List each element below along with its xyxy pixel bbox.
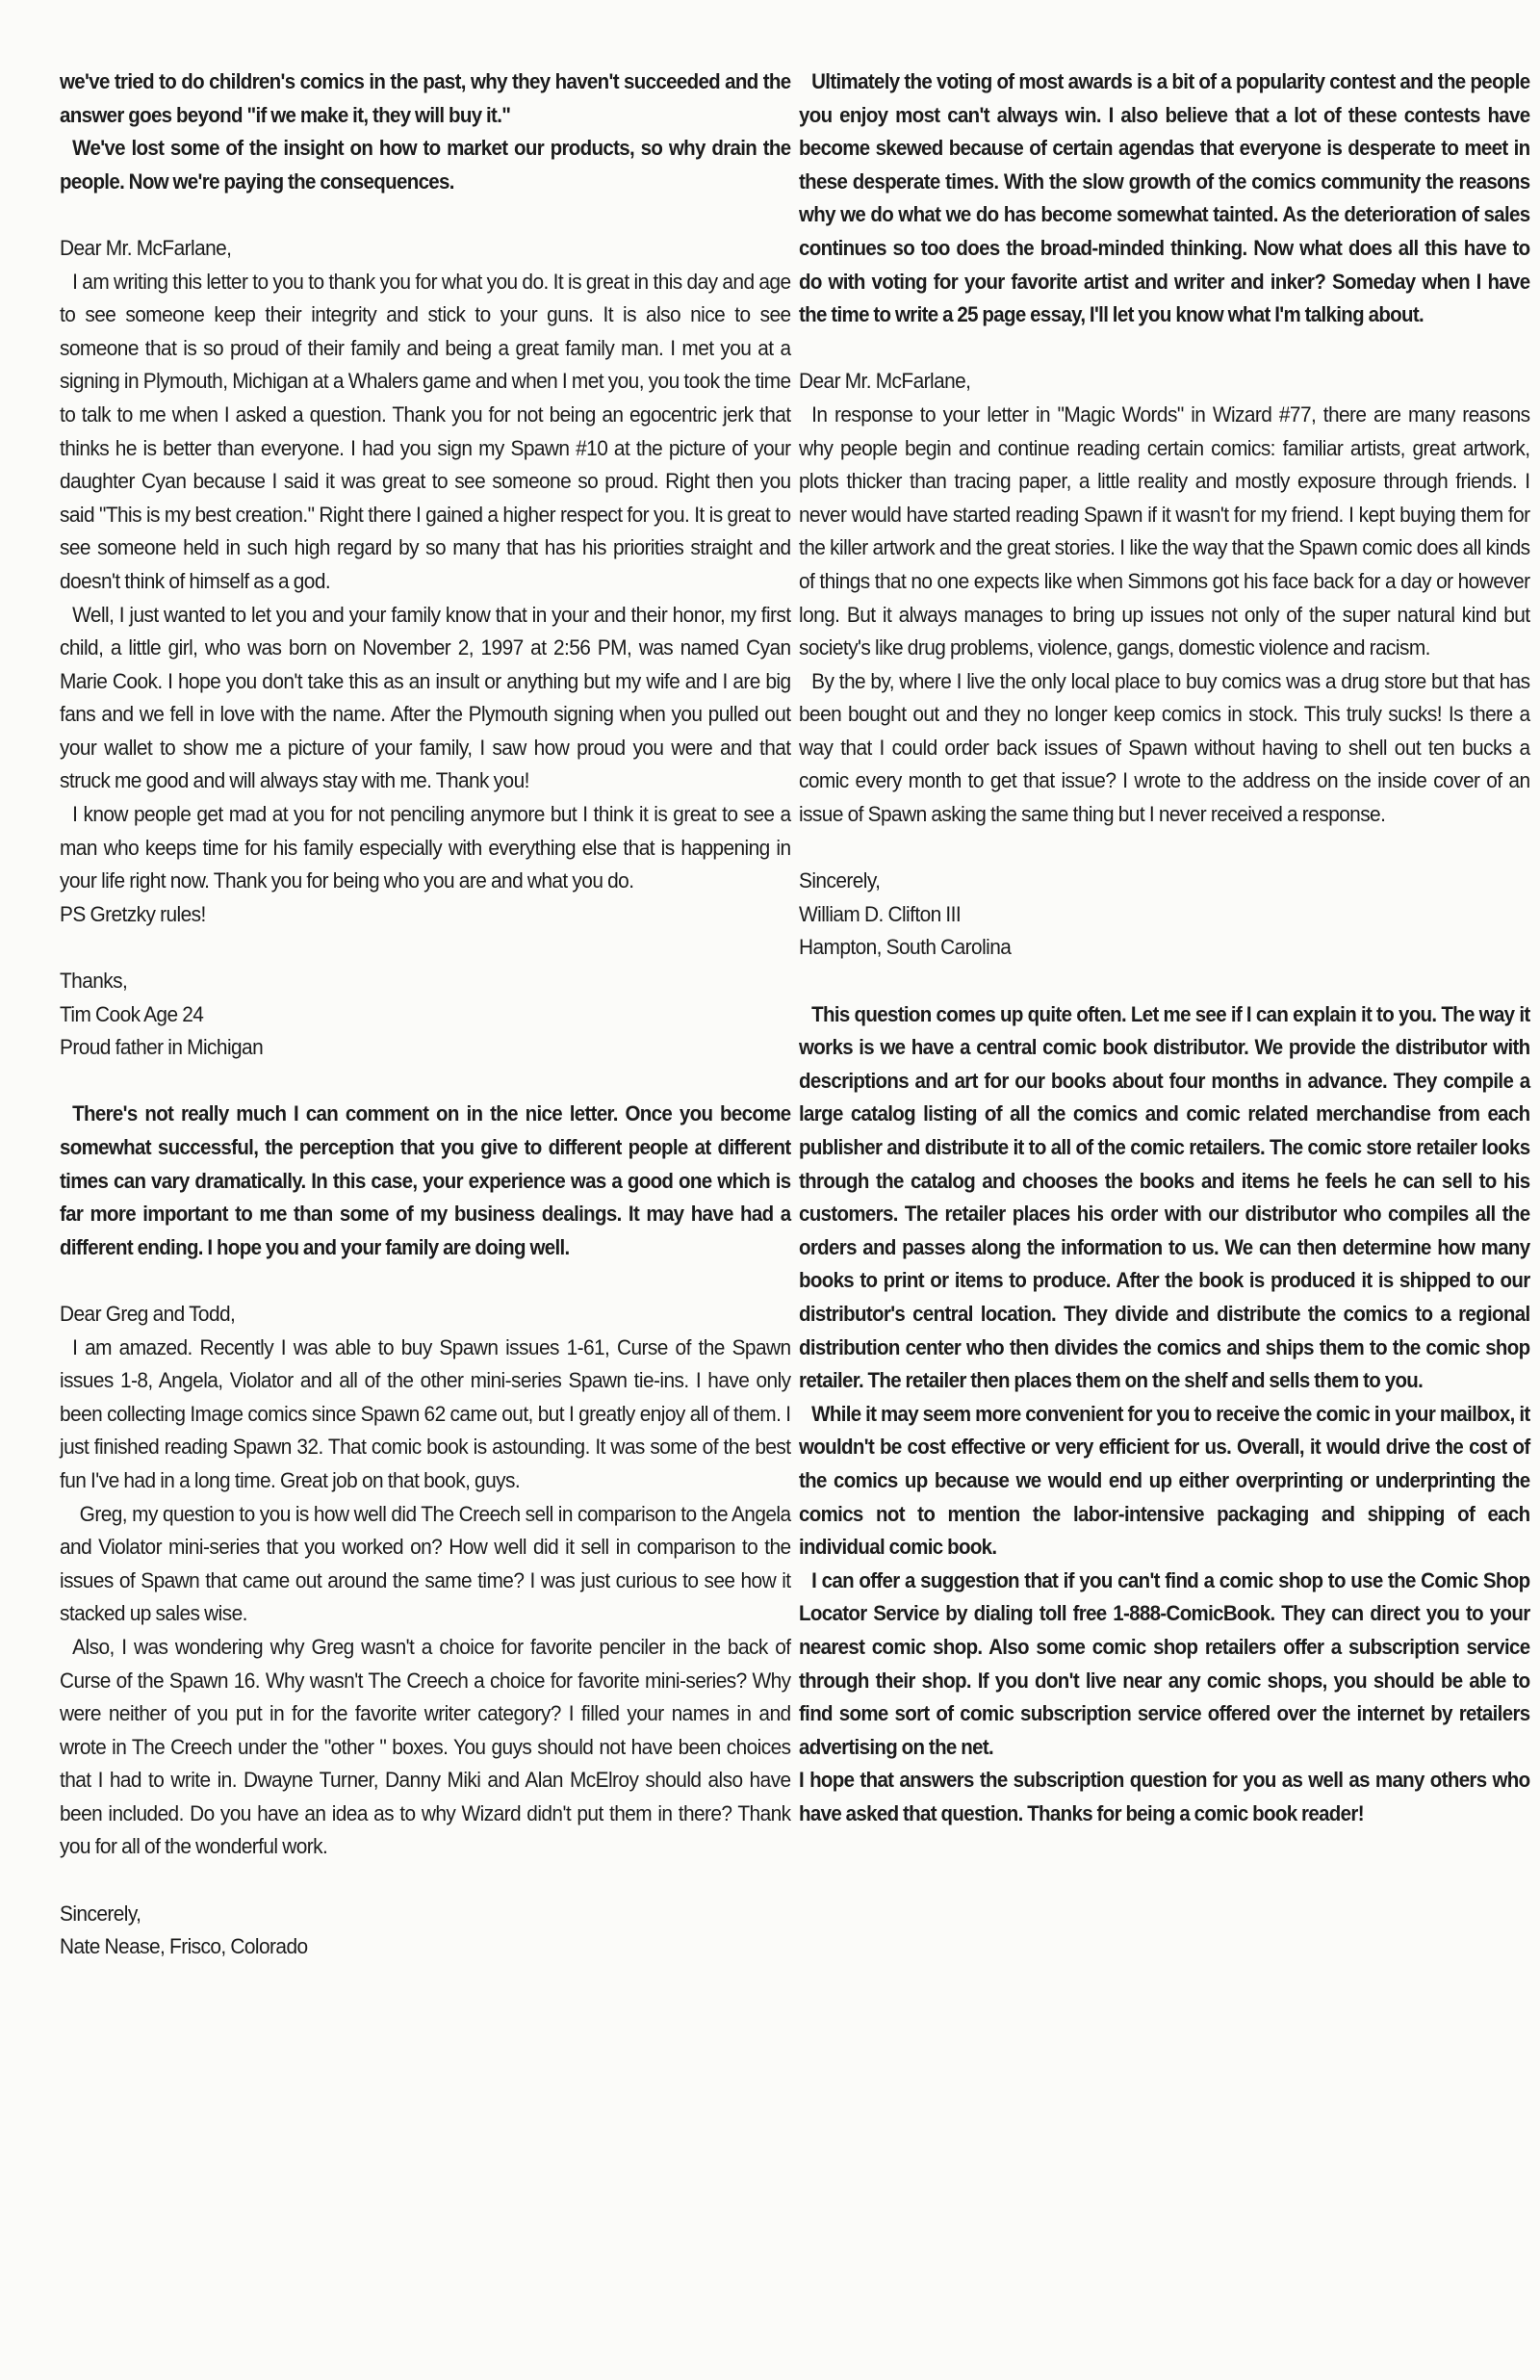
left-column [60, 65, 791, 1964]
spacer [799, 965, 1530, 998]
editor-response: Ultimately the voting of most awards is a bit of a popularity contest and the people you enjoy most can't always win. I also believe that a lot of these contests have become skewed because of certain agendas that everyone is desperate to meet in these desperate times. With the slow growth of the comics community the reasons why we do what we do has become somewhat tainted. As the deterioration of sales continues so too does the broad-minded thinking. Now what does all this have to do with voting for your favorite artist and writer and inker? Someday when I have the time to write a 25 page essay, I'll let you know what I'm talking about. [799, 69, 1530, 327]
letter-signature: Nate Nease, Frisco, Colorado [60, 1934, 308, 1959]
letter-postscript: PS Gretzky rules! [60, 901, 206, 926]
spacer [60, 931, 791, 965]
letter-paragraph: Greg, my question to you is how well did The Creech sell in comparison to the Angela and Violator mini-series that you worked on? How well did it sell in comparison to the issues of Spawn that came out around the same time? I was just curious to see how it stacked up sales wise. [60, 1501, 791, 1626]
letter-location: Hampton, South Carolina [799, 935, 1012, 960]
letter-paragraph: I know people get mad at you for not penciling anymore but I think it is great to see a man who keeps time for his family especially with everything else that is happening in your life right now. Thank you for being who you are and what you do. [60, 802, 791, 893]
right-column [799, 65, 1530, 1830]
intro-response-paragraph: we've tried to do children's comics in the past, why they haven't succeeded and the answer goes beyond "if we make it, they will buy it." [60, 69, 791, 127]
spacer [799, 832, 1530, 866]
letter-paragraph: I am writing this letter to you to thank you for what you do. It is great in this day and age to see someone keep their integrity and stick to your guns. It is also nice to see someone that is so proud of their family and being a great family man. I met you at a signing in Plymouth, Michigan at a Whalers game and when I met you, you took the time to talk to me when I asked a question. Thank you for not being an egocentric jerk that thinks he is better than everyone. I had you sign my Spawn #10 at the picture of your daughter Cyan because I said it was great to see someone so proud. Right then you said "This is my best creation." Right there I gained a higher respect for you. It is great to see someone held in such high regard by so many that has his priorities straight and doesn't think of himself as a god. [60, 269, 791, 593]
intro-response-paragraph: We've lost some of the insight on how to market our products, so why drain the people. Now we're paying the consequences. [60, 136, 791, 194]
letter-signature: William D. Clifton III [799, 901, 962, 926]
spacer [60, 1864, 791, 1898]
letter-paragraph: By the by, where I live the only local place to buy comics was a drug store but that has been bought out and they no longer keep comics in stock. This truly sucks! Is there a way that I could order back issues of Spawn without having to shell out ten bucks a comic every month to get that issue? I wrote to the address on the inside cover of an issue of Spawn asking the same thing but I never received a response. [799, 668, 1530, 827]
letter-closing: Sincerely, [60, 1901, 141, 1926]
spacer [60, 198, 791, 232]
letter-location: Proud father in Michigan [60, 1035, 264, 1060]
editor-response-paragraph: This question comes up quite often. Let me see if I can explain it to you. The way it works is we have a central comic book distributor. We provide the distributor with descriptions and art for our books about four months in advance. They compile a large catalog listing of all the comics and comic related merchandise from each publisher and distribute it to all of the comic retailers. The comic store retailer looks through the catalog and chooses the books and items he feels he can sell to his customers. The retailer places his order with our distributor who compiles all the orders and passes along the information to us. We can then determine how many books to print or items to produce. After the book is produced it is shipped to our distributor's central location. They divide and distribute the comics to a regional distribution center who then divides the comics and ships them to the comic shop retailer. The retailer then places them on the shelf and sells them to you. [799, 1001, 1530, 1393]
letter-closing: Sincerely, [799, 868, 881, 893]
letter-salutation: Dear Mr. McFarlane, [60, 235, 232, 260]
editor-response-paragraph: I hope that answers the subscription question for you as well as many others who have asked that question. Thanks for being a comic book reader! [799, 1768, 1530, 1825]
letter-signature: Tim Cook Age 24 [60, 1001, 204, 1026]
editor-response-paragraph: I can offer a suggestion that if you can't find a comic shop to use the Comic Shop Locator Service by dialing toll free 1-888-ComicBook. They can direct you to your nearest comic shop. Also some comic shop retailers offer a subscription service through their shop. If you don't live near any comic shops, you should be able to find some sort of comic subscription service offered over the internet by retailers advertising on the net. [799, 1567, 1530, 1759]
letter-salutation: Dear Mr. McFarlane, [799, 369, 971, 394]
editor-response-paragraph: While it may seem more convenient for you to receive the comic in your mailbox, it wouldn't be cost effective or very efficient for us. Overall, it would drive the cost of the comics up because we would end up either overprinting or underprinting the comics not to mention the labor-intensive packaging and shipping of each individual comic book. [799, 1401, 1530, 1560]
spacer [799, 332, 1530, 366]
letter-paragraph: I am amazed. Recently I was able to buy Spawn issues 1-61, Curse of the Spawn issues 1-8, Angela, Violator and all of the other mini-series Spawn tie-ins. I have only been collecting Image comics since Spawn 62 came out, but I greatly enjoy all of them. I just finished reading Spawn 32. That comic book is astounding. It was some of the best fun I've had in a long time. Great job on that book, guys. [60, 1334, 791, 1492]
spacer [60, 1264, 791, 1298]
letter-paragraph: In response to your letter in "Magic Words" in Wizard #77, there are many reasons why people begin and continue reading certain comics: familiar artists, great artwork, plots thicker than tracing paper, a little reality and mostly exposure through friends. I never would have started reading Spawn if it wasn't for my friend. I kept buying them for the killer artwork and the great stories. I like the way that the Spawn comic does all kinds of things that no one expects like when Simmons got his face back for a day or however long. But it always manages to bring up issues not only of the super natural kind but society's like drug problems, violence, gangs, domestic violence and racism. [799, 401, 1530, 660]
letter-closing: Thanks, [60, 969, 128, 994]
letter-salutation: Dear Greg and Todd, [60, 1301, 236, 1326]
spacer [60, 1065, 791, 1099]
letter-paragraph: Also, I was wondering why Greg wasn't a choice for favorite penciler in the back of Curse of the Spawn 16. Why wasn't The Creech a choice for favorite mini-series? Why were neither of you put in for the favorite writer category? I filled your names in and wrote in The Creech under the "other " boxes. You guys should not have been choices that I had to write in. Dwayne Turner, Danny Miki and Alan McElroy should also have been included. Do you have an idea as to why Wizard didn't put them in there? Thank you for all of the wonderful work. [60, 1634, 791, 1859]
letter-paragraph: Well, I just wanted to let you and your family know that in your and their honor, my first child, a little girl, who was born on November 2, 1997 at 2:56 PM, was named Cyan Marie Cook. I hope you don't take this as an insult or anything but my wife and I are big fans and we fell in love with the name. After the Plymouth signing when you pulled out your wallet to show me a picture of your family, I saw how proud you were and that struck me good and will always stay with me. Thank you! [60, 602, 791, 793]
editor-response: There's not really much I can comment on in the nice letter. Once you become somewhat successful, the perception that you give to different people at different times can vary dramatically. In this case, your experience was a good one which is far more important to me than some of my business dealings. It may have had a different ending. I hope you and your family are doing well. [60, 1101, 791, 1259]
